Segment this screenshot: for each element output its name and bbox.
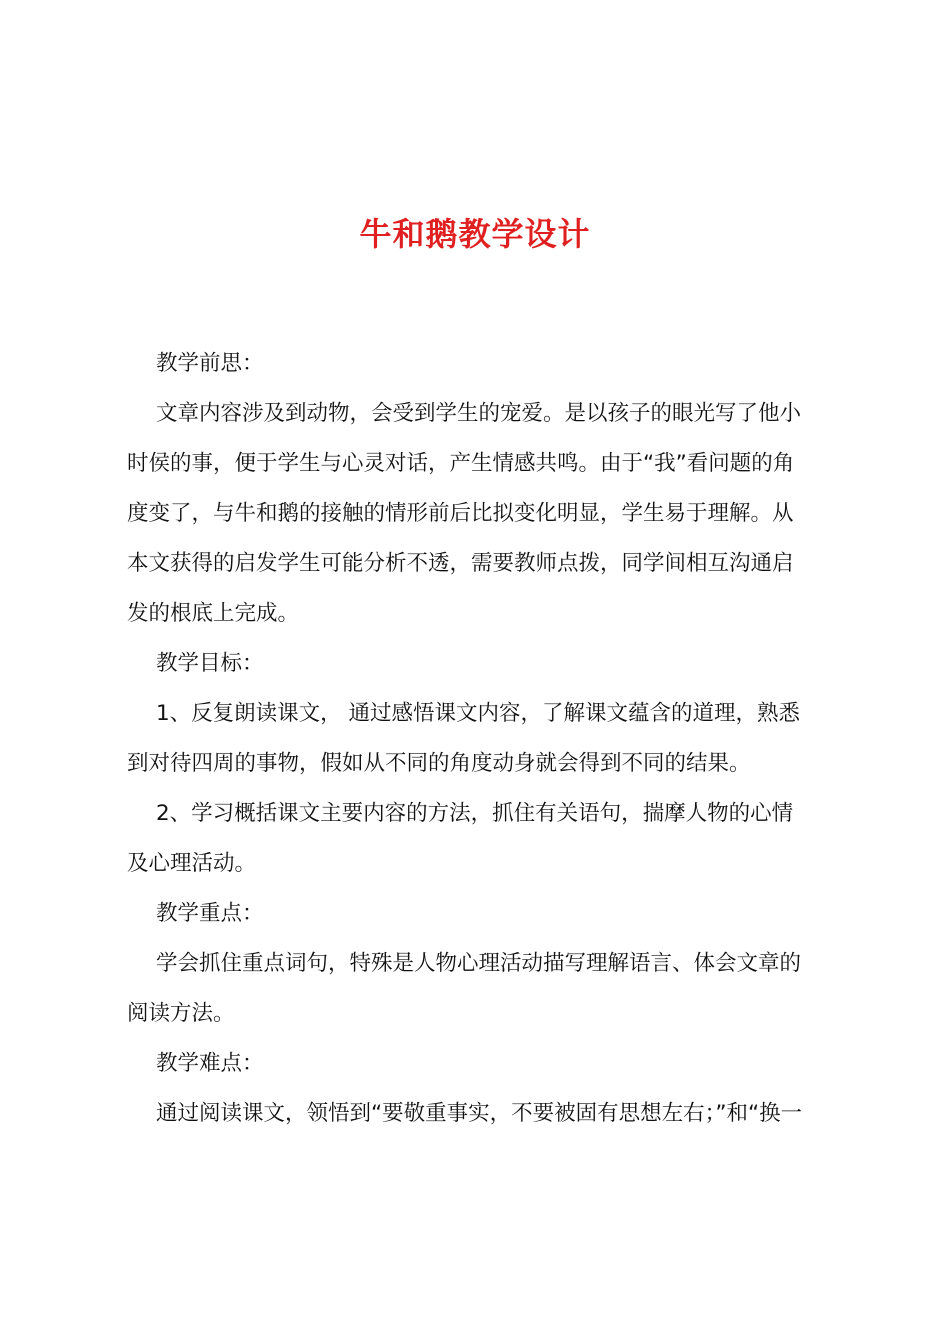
objective-item-2 — [127, 789, 833, 889]
text-line: 学会抓住重点词句，特殊是人物心理活动描写理解语言、体会文章的 — [156, 951, 802, 976]
objective-item-1 — [127, 689, 833, 789]
heading-objectives — [127, 639, 833, 689]
text-line: 教学前思： — [156, 351, 264, 376]
document-body — [127, 339, 833, 1139]
paragraph-difficulties — [127, 1089, 833, 1139]
text-line: 阅读方法。 — [127, 1001, 235, 1026]
text-line: 文章内容涉及到动物，会受到学生的宠爱。是以孩子的眼光写了他小 — [156, 401, 802, 426]
text-line: 2、学习概括课文主要内容的方法，抓住有关语句，揣摩人物的心情 — [156, 801, 794, 826]
heading-pre-thoughts — [127, 339, 833, 389]
text-line: 教学重点： — [156, 901, 264, 926]
text-line: 通过阅读课文，领悟到“要敬重事实，不要被固有思想左右；”和“换一 — [156, 1101, 803, 1126]
heading-key-points — [127, 889, 833, 939]
text-line: 本文获得的启发学生可能分析不透，需要教师点拨，同学间相互沟通启 — [127, 551, 794, 576]
paragraph-pre-thoughts — [127, 389, 833, 639]
text-line: 度变了，与牛和鹅的接触的情形前后比拟变化明显，学生易于理解。从 — [127, 501, 794, 526]
text-line: 时侯的事，便于学生与心灵对话，产生情感共鸣。由于“我”看问题的角 — [127, 451, 795, 476]
paragraph-key-points — [127, 939, 833, 1039]
text-line: 发的根底上完成。 — [127, 601, 300, 626]
document-title: 牛和鹅教学设计 — [359, 215, 591, 253]
heading-difficulties — [127, 1039, 833, 1089]
text-line: 到对待四周的事物，假如从不同的角度动身就会得到不同的结果。 — [127, 751, 751, 776]
text-line: 教学难点： — [156, 1051, 264, 1076]
text-line: 1、反复朗读课文， 通过感悟课文内容，了解课文蕴含的道理，熟悉 — [156, 701, 801, 726]
text-line: 教学目标： — [156, 651, 264, 676]
text-line: 及心理活动。 — [127, 851, 257, 876]
